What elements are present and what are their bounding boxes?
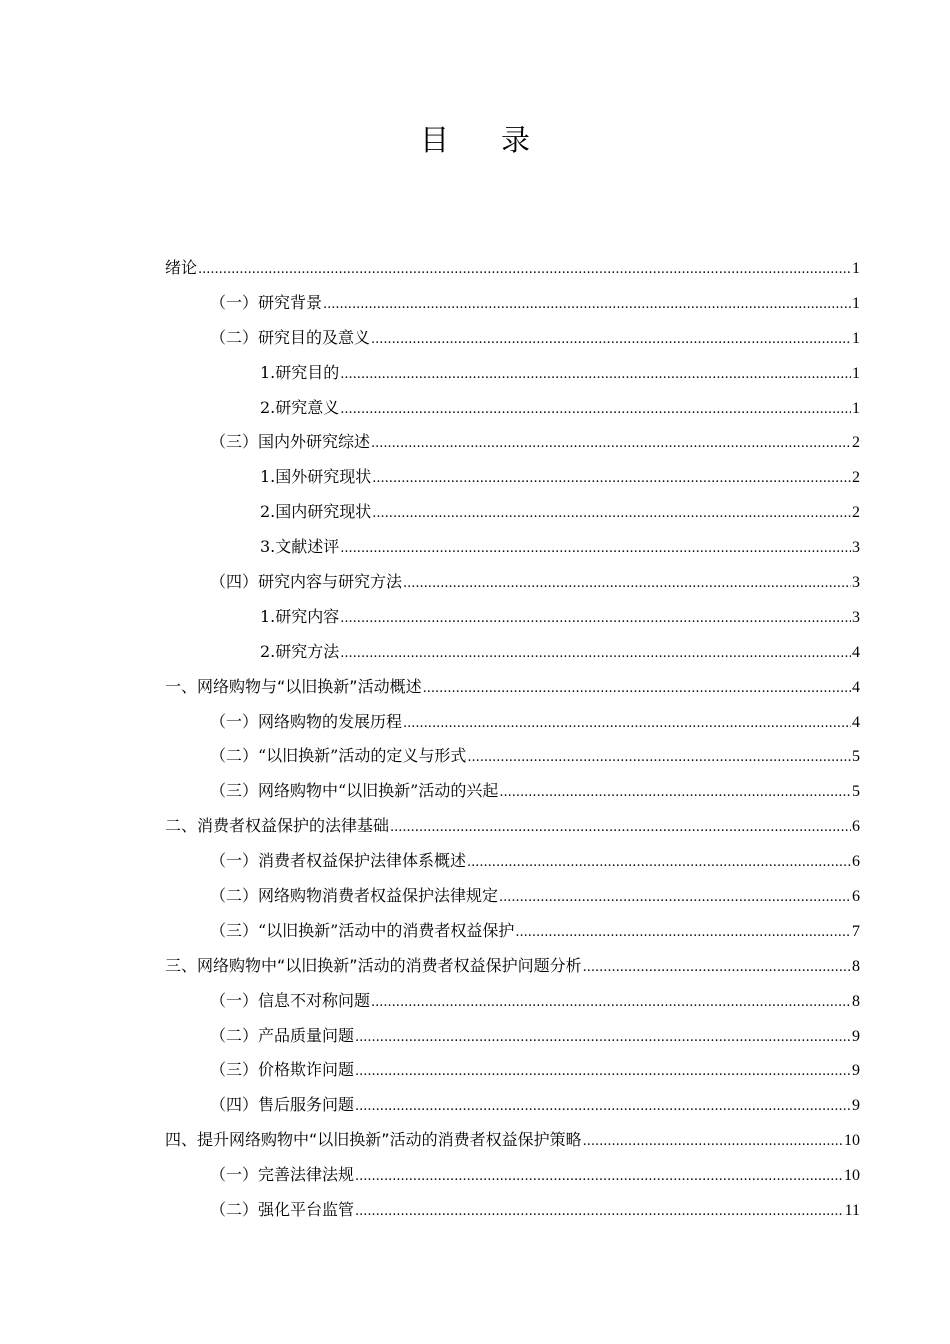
toc-page-number: 10	[844, 1167, 860, 1185]
toc-leader-dots	[583, 951, 851, 986]
toc-page-number: 3	[852, 608, 860, 626]
toc-leader-dots	[340, 602, 851, 637]
toc-leader-dots	[355, 1055, 851, 1090]
toc-entry[interactable]	[165, 391, 860, 426]
toc-leader-dots	[423, 672, 851, 707]
toc-page-number: 1	[852, 329, 860, 347]
toc-page-number: 10	[844, 1132, 860, 1150]
toc-page-number: 1	[852, 364, 860, 382]
toc-entry[interactable]	[165, 1123, 860, 1158]
toc-page-number: 2	[852, 504, 860, 522]
toc-entry-title: （一）网络购物的发展历程	[210, 711, 403, 731]
toc-entry[interactable]	[165, 495, 860, 530]
toc-entry-title: （四）售后服务问题	[210, 1095, 355, 1115]
toc-entry[interactable]	[165, 984, 860, 1019]
toc-entry-title: （一）研究背景	[210, 292, 323, 312]
toc-leader-dots	[355, 1160, 843, 1195]
toc-leader-dots	[403, 707, 851, 742]
title-char-1: 目	[419, 123, 449, 157]
toc-leader-dots	[371, 323, 851, 358]
toc-page-number: 5	[852, 783, 860, 801]
toc-leader-dots	[355, 1021, 851, 1056]
toc-leader-dots	[355, 1090, 851, 1125]
toc-entry[interactable]	[165, 565, 860, 600]
toc-page-number: 7	[852, 922, 860, 940]
toc-entry-title: 1.国外研究现状	[260, 467, 372, 487]
toc-leader-dots	[403, 567, 851, 602]
title-char-2: 录	[501, 123, 531, 157]
toc-entry-title: 1.研究目的	[260, 362, 340, 382]
toc-entry[interactable]	[165, 914, 860, 949]
toc-page-number: 1	[852, 294, 860, 312]
toc-entry[interactable]	[165, 809, 860, 844]
toc-leader-dots	[515, 916, 851, 951]
toc-leader-dots	[340, 637, 851, 672]
toc-page-number: 8	[852, 957, 860, 975]
toc-entry-title: （三）国内外研究综述	[210, 432, 371, 452]
toc-entry-title: （一）消费者权益保护法律体系概述	[210, 851, 467, 871]
toc-page-number: 4	[852, 643, 860, 661]
toc-leader-dots	[467, 846, 851, 881]
toc-entry[interactable]	[165, 949, 860, 984]
toc-leader-dots	[340, 358, 851, 393]
toc-entry-title: 2.研究方法	[260, 641, 340, 661]
toc-leader-dots	[198, 253, 851, 288]
toc-entry-title: （一）信息不对称问题	[210, 990, 371, 1010]
toc-entry-title: （二）产品质量问题	[210, 1025, 355, 1045]
toc-entry-title: 3.文献述评	[260, 537, 340, 557]
toc-entry[interactable]	[165, 286, 860, 321]
toc-entry[interactable]	[165, 321, 860, 356]
toc-leader-dots	[372, 462, 851, 497]
toc-entry-title: 1.研究内容	[260, 606, 340, 626]
toc-page-number: 5	[852, 748, 860, 766]
toc-entry-title: （三）价格欺诈问题	[210, 1060, 355, 1080]
toc-leader-dots	[355, 1195, 844, 1230]
toc-entry[interactable]	[165, 670, 860, 705]
toc-leader-dots	[390, 811, 851, 846]
toc-leader-dots	[323, 288, 851, 323]
toc-leader-dots	[371, 427, 851, 462]
toc-entry-title: 四、提升网络购物中“以旧换新”活动的消费者权益保护策略	[165, 1130, 582, 1150]
toc-entry-title: （二）强化平台监管	[210, 1200, 355, 1220]
toc-entry[interactable]	[165, 460, 860, 495]
toc-page-number: 4	[852, 713, 860, 731]
toc-leader-dots	[371, 986, 851, 1021]
toc-entry-title: 2.国内研究现状	[260, 502, 372, 522]
table-of-contents	[165, 251, 860, 1228]
toc-page-number: 3	[852, 539, 860, 557]
toc-entry[interactable]	[165, 1053, 860, 1088]
toc-entry[interactable]	[165, 844, 860, 879]
toc-page-number: 6	[852, 818, 860, 836]
toc-entry-title: 一、网络购物与“以旧换新”活动概述	[165, 676, 422, 696]
toc-entry[interactable]	[165, 530, 860, 565]
toc-entry[interactable]	[165, 1019, 860, 1054]
toc-entry-title: 二、消费者权益保护的法律基础	[165, 816, 390, 836]
toc-page-number: 11	[844, 1202, 860, 1220]
toc-leader-dots	[499, 776, 851, 811]
toc-entry[interactable]	[165, 635, 860, 670]
toc-entry[interactable]	[165, 251, 860, 286]
toc-entry[interactable]	[165, 1193, 860, 1228]
toc-page-number: 3	[852, 574, 860, 592]
toc-leader-dots	[467, 741, 851, 776]
toc-leader-dots	[583, 1125, 843, 1160]
toc-page-number: 9	[852, 1097, 860, 1115]
toc-entry-title: （一）完善法律法规	[210, 1165, 355, 1185]
toc-entry[interactable]	[165, 705, 860, 740]
toc-page-number: 2	[852, 434, 860, 452]
toc-entry[interactable]	[165, 600, 860, 635]
toc-entry-title: （二）“以旧换新”活动的定义与形式	[210, 746, 467, 766]
toc-entry[interactable]	[165, 739, 860, 774]
toc-entry[interactable]	[165, 356, 860, 391]
toc-entry-title: （二）研究目的及意义	[210, 327, 371, 347]
toc-page-number: 6	[852, 888, 860, 906]
toc-page-number: 9	[852, 1062, 860, 1080]
toc-page-number: 6	[852, 853, 860, 871]
toc-entry-title: （四）研究内容与研究方法	[210, 572, 403, 592]
toc-entry-title: （三）网络购物中“以旧换新”活动的兴起	[210, 781, 499, 801]
toc-page-number: 2	[852, 469, 860, 487]
toc-entry-title: （二）网络购物消费者权益保护法律规定	[210, 886, 499, 906]
toc-page-number: 1	[852, 260, 860, 277]
toc-entry[interactable]	[165, 425, 860, 460]
toc-page-number: 9	[852, 1027, 860, 1045]
toc-entry[interactable]	[165, 879, 860, 914]
toc-entry-title: 2.研究意义	[260, 397, 340, 417]
toc-entry[interactable]	[165, 1158, 860, 1193]
toc-page-number: 4	[852, 678, 860, 696]
toc-entry-title: 三、网络购物中“以旧换新”活动的消费者权益保护问题分析	[165, 955, 582, 975]
toc-entry-title: （三）“以旧换新”活动中的消费者权益保护	[210, 920, 515, 940]
toc-page-number: 8	[852, 992, 860, 1010]
toc-entry[interactable]	[165, 1088, 860, 1123]
toc-leader-dots	[499, 881, 851, 916]
page-title	[0, 118, 950, 159]
toc-entry-title: 绪论	[165, 258, 198, 277]
toc-leader-dots	[372, 497, 851, 532]
toc-page-number: 1	[852, 399, 860, 417]
toc-entry[interactable]	[165, 774, 860, 809]
toc-leader-dots	[340, 393, 851, 428]
toc-leader-dots	[340, 532, 851, 567]
